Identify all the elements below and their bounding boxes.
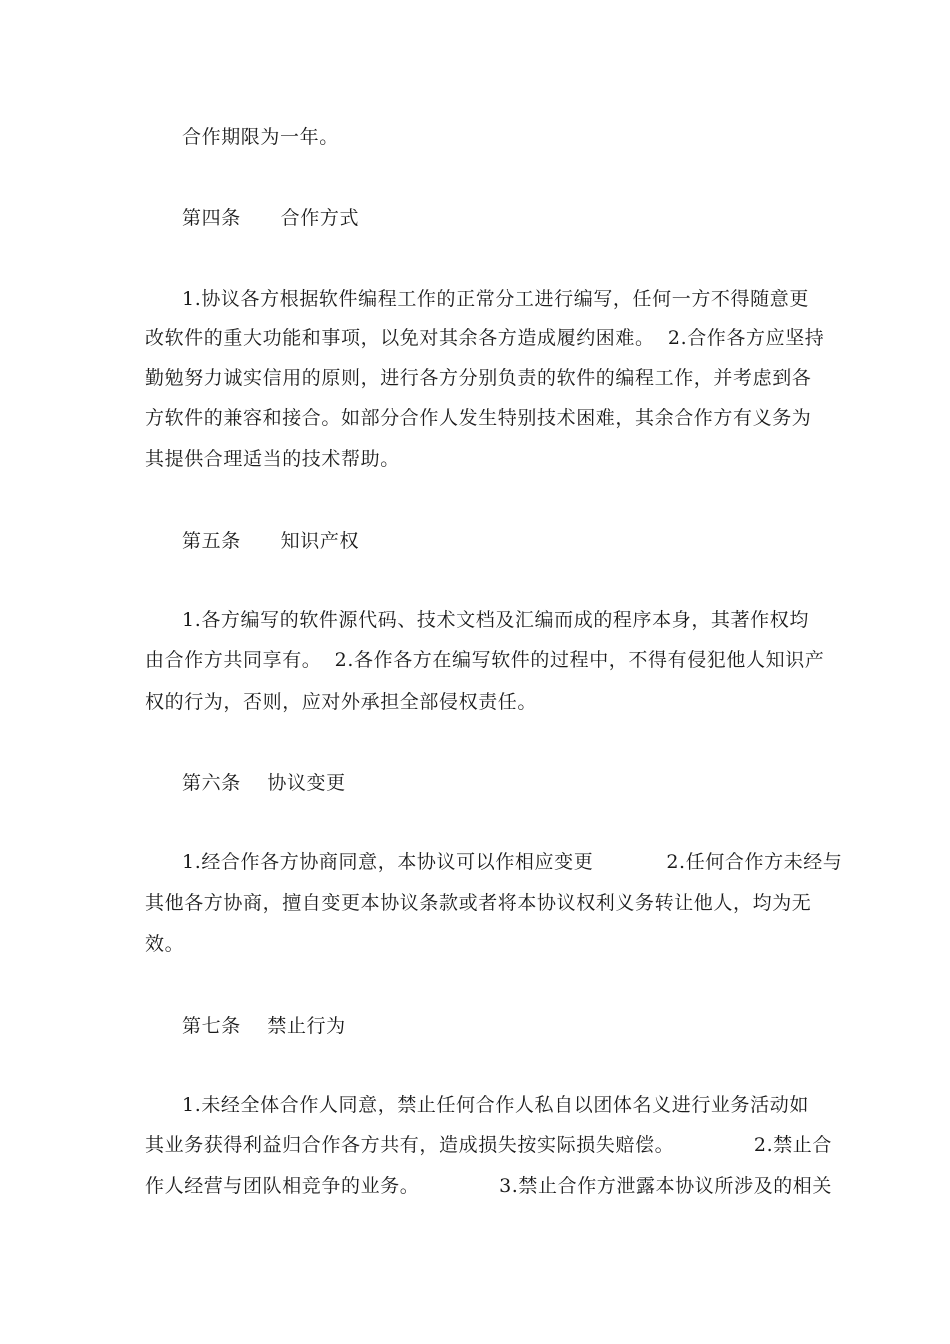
article-5-paragraph-line-2: 由合作方共同享有。 2.各作各方在编写软件的过程中，不得有侵犯他人知识产: [145, 649, 825, 671]
article-6-heading: 第六条 协议变更: [182, 772, 346, 794]
article-7-paragraph-line-1: 1.未经全体合作人同意，禁止任何合作人私自以团体名义进行业务活动如: [182, 1094, 809, 1116]
article-6-paragraph-line-1: 1.经合作各方协商同意，本协议可以作相应变更 2.任何合作方未经与: [182, 851, 843, 873]
article-5-paragraph-line-3: 权的行为，否则，应对外承担全部侵权责任。: [145, 691, 538, 713]
article-4-paragraph-line-1: 1.协议各方根据软件编程工作的正常分工进行编写，任何一方不得随意更: [182, 288, 809, 310]
article-4-paragraph-line-5: 其提供合理适当的技术帮助。: [145, 448, 400, 470]
article-7-heading: 第七条 禁止行为: [182, 1015, 346, 1037]
article-5-heading: 第五条 知识产权: [182, 530, 360, 552]
term-duration-text: 合作期限为一年。: [182, 126, 339, 148]
article-5-paragraph-line-1: 1.各方编写的软件源代码、技术文档及汇编而成的程序本身，其著作权均: [182, 609, 809, 631]
article-7-paragraph-line-2: 其业务获得利益归合作各方共有，造成损失按实际损失赔偿。 2.禁止合: [145, 1134, 833, 1156]
article-4-paragraph-line-4: 方软件的兼容和接合。如部分合作人发生特别技术困难，其余合作方有义务为: [145, 407, 812, 429]
article-4-heading: 第四条 合作方式: [182, 207, 360, 229]
article-6-paragraph-line-2: 其他各方协商，擅自变更本协议条款或者将本协议权利义务转让他人，均为无: [145, 892, 812, 914]
article-4-paragraph-line-3: 勤勉努力诚实信用的原则，进行各方分别负责的软件的编程工作，并考虑到各: [145, 367, 812, 389]
article-6-paragraph-line-3: 效。: [145, 933, 185, 955]
article-4-paragraph-line-2: 改软件的重大功能和事项，以免对其余各方造成履约困难。 2.合作各方应坚持: [145, 327, 825, 349]
article-7-paragraph-line-3: 作人经营与团队相竞争的业务。 3.禁止合作方泄露本协议所涉及的相关: [145, 1175, 833, 1197]
